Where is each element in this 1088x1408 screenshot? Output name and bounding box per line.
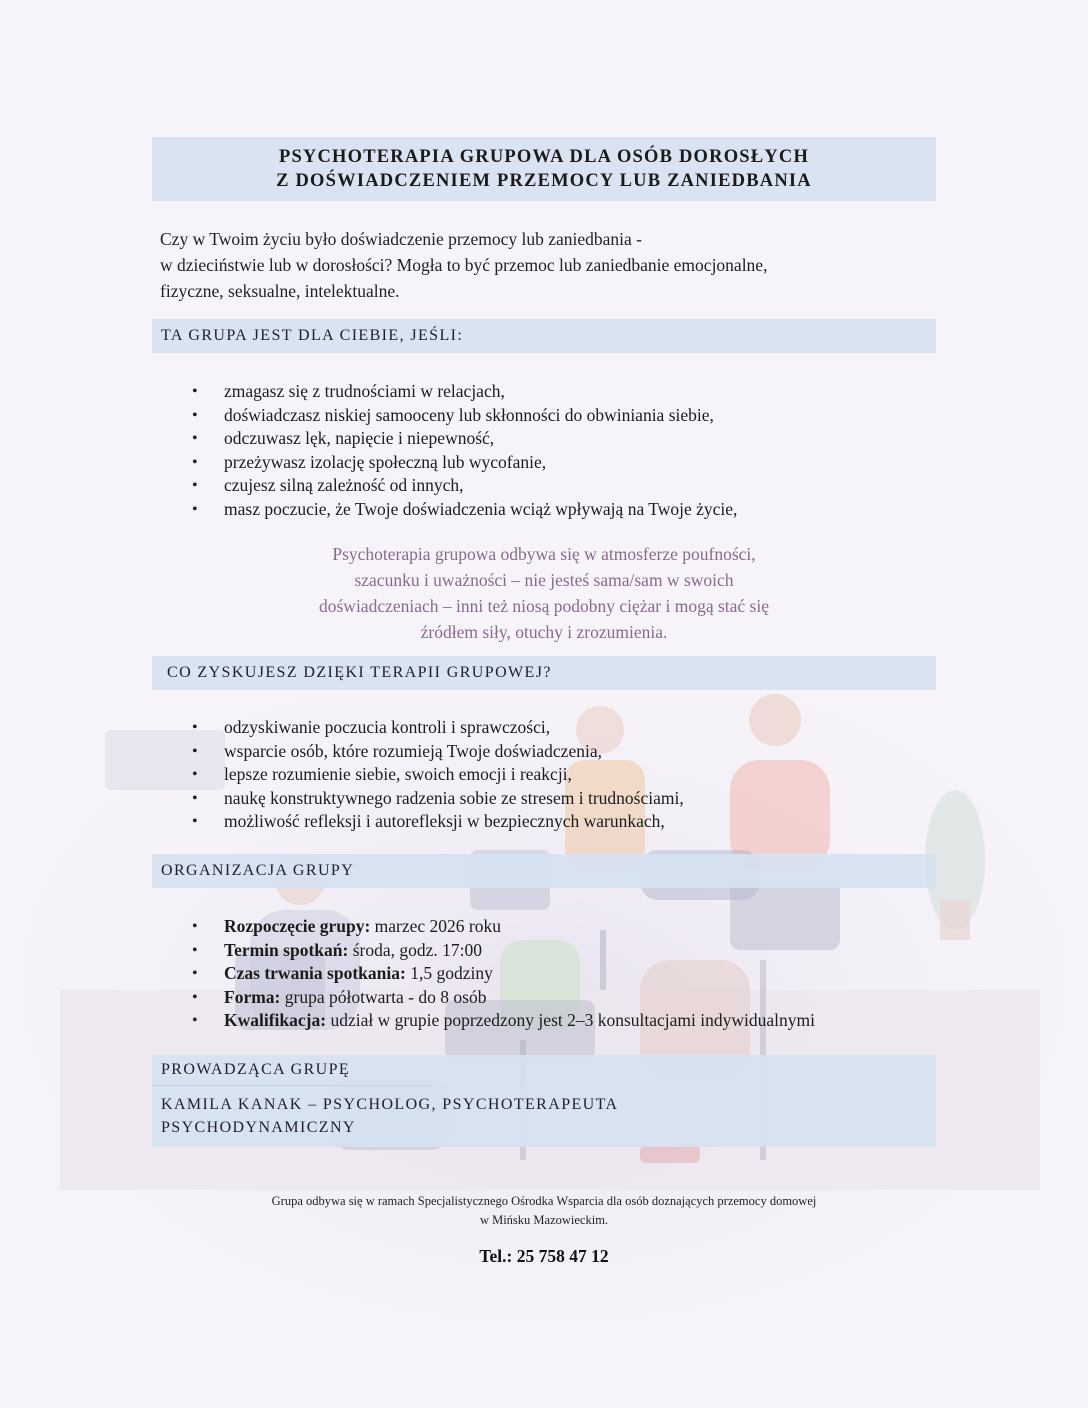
organization-list bbox=[192, 915, 815, 1033]
for-you-list bbox=[192, 380, 737, 521]
list-item bbox=[192, 962, 815, 986]
list-item bbox=[192, 939, 815, 963]
quote-line-3: doświadczeniach – inni też niosą podobny ciężar i mogą stać się bbox=[319, 596, 769, 616]
section-heading-gains: CO ZYSKUJESZ DZIĘKI TERAPII GRUPOWEJ? bbox=[152, 656, 936, 690]
intro-line-3: fizyczne, seksualne, intelektualne. bbox=[160, 281, 400, 301]
gains-list bbox=[192, 716, 684, 834]
title-band bbox=[152, 137, 936, 201]
list-item bbox=[192, 986, 815, 1010]
org-value: 1,5 godziny bbox=[405, 963, 493, 983]
list-item: • masz poczucie, że Twoje doświadczenia wciąż wpływają na Twoje życie, bbox=[192, 498, 737, 522]
list-item: • odczuwasz lęk, napięcie i niepewność, bbox=[192, 427, 737, 451]
leader-name-line-1: KAMILA KANAK – PSYCHOLOG, PSYCHOTERAPEUTA bbox=[161, 1096, 619, 1113]
org-value: grupa półotwarta - do 8 osób bbox=[280, 986, 487, 1007]
list-item: • czujesz silną zależność od innych, bbox=[192, 474, 737, 498]
list-item: • lepsze rozumienie siebie, swoich emocji i reakcji, bbox=[192, 763, 684, 787]
section-heading-organization: ORGANIZACJA GRUPY bbox=[152, 854, 936, 888]
list-item bbox=[192, 1009, 815, 1033]
list-item: • możliwość refleksji i autorefleksji w bezpiecznych warunkach, bbox=[192, 810, 684, 834]
org-value: marzec 2026 roku bbox=[370, 916, 501, 936]
divider bbox=[152, 1085, 432, 1086]
list-item: • doświadczasz niskiej samooceny lub skłonności do obwiniania siebie, bbox=[192, 404, 737, 428]
footer-note bbox=[200, 1192, 888, 1230]
list-item: • przeżywasz izolację społeczną lub wycofanie, bbox=[192, 451, 737, 475]
list-item: • odzyskiwanie poczucia kontroli i sprawczości, bbox=[192, 716, 684, 740]
footer-line-2: w Mińsku Mazowieckim. bbox=[479, 1213, 609, 1227]
leader-band bbox=[152, 1055, 936, 1147]
phone-number: Tel.: 25 758 47 12 bbox=[479, 1246, 609, 1266]
list-item bbox=[192, 915, 815, 939]
org-label: Termin spotkań: bbox=[224, 939, 349, 960]
intro-paragraph bbox=[160, 226, 930, 304]
intro-line-2: w dzieciństwie lub w dorosłości? Mogła to być przemoc lub zaniedbanie emocjonalne, bbox=[160, 255, 768, 275]
list-item: • naukę konstruktywnego radzenia sobie ze stresem i trudnościami, bbox=[192, 787, 684, 811]
list-item: • zmagasz się z trudnościami w relacjach, bbox=[192, 380, 737, 404]
org-value: środa, godz. 17:00 bbox=[348, 939, 482, 960]
quote-line-2: szacunku i uważności – nie jesteś sama/sam w swoich bbox=[354, 570, 734, 590]
page-title-line-1: PSYCHOTERAPIA GRUPOWA DLA OSÓB DOROSŁYCH bbox=[278, 147, 810, 167]
leader-heading: PROWADZĄCA GRUPĘ bbox=[161, 1061, 351, 1078]
leader-name-line-2: PSYCHODYNAMICZNY bbox=[161, 1119, 356, 1136]
intro-line-1: Czy w Twoim życiu było doświadczenie przemocy lub zaniedbania - bbox=[160, 229, 642, 249]
footer-line-1: Grupa odbywa się w ramach Specjalistycznego Ośrodka Wsparcia dla osób doznających przemocy domowej bbox=[271, 1194, 817, 1208]
page-title-line-2: Z DOŚWIADCZENIEM PRZEMOCY LUB ZANIEDBANIA bbox=[276, 171, 812, 191]
org-label: Kwalifikacja: bbox=[224, 1010, 327, 1030]
org-label: Czas trwania spotkania: bbox=[224, 963, 406, 983]
quote-line-4: źródłem siły, otuchy i zrozumienia. bbox=[420, 622, 668, 642]
org-label: Forma: bbox=[224, 986, 281, 1007]
org-label: Rozpoczęcie grupy: bbox=[224, 916, 371, 936]
quote-paragraph bbox=[240, 541, 848, 645]
org-value: udział w grupie poprzedzony jest 2–3 konsultacjami indywidualnymi bbox=[326, 1010, 816, 1030]
list-item: • wsparcie osób, które rozumieją Twoje doświadczenia, bbox=[192, 740, 684, 764]
section-heading-for-you: TA GRUPA JEST DLA CIEBIE, JEŚLI: bbox=[152, 319, 936, 353]
quote-line-1: Psychoterapia grupowa odbywa się w atmosferze poufności, bbox=[332, 544, 756, 564]
